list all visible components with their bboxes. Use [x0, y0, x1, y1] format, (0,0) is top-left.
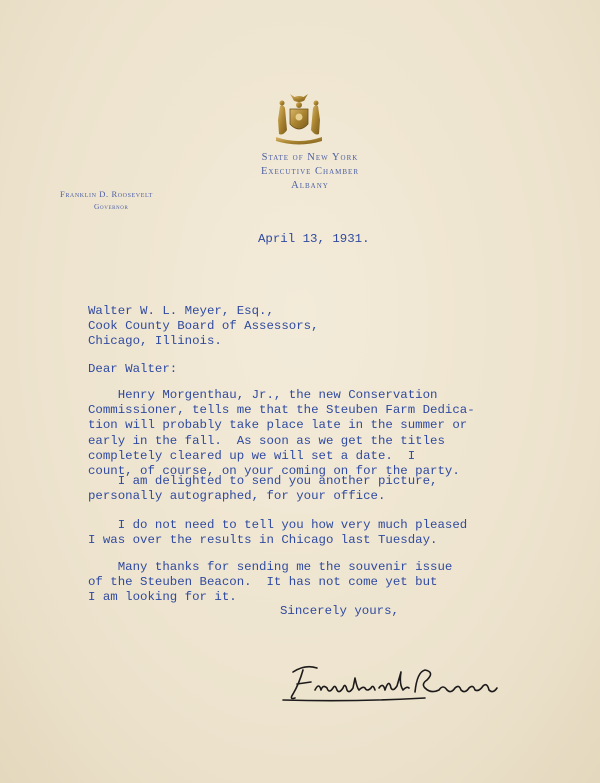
closing: Sincerely yours,: [280, 604, 399, 618]
sender-name: Franklin D. Roosevelt: [60, 189, 153, 199]
sender-title: Governor: [94, 202, 129, 211]
body-paragraph: I do not need to tell you how very much pleased I was over the results in Chicago last Tuesday.: [88, 518, 468, 548]
handwritten-signature: [275, 658, 525, 708]
letterhead-chamber: Executive Chamber: [261, 166, 359, 177]
body-paragraph: I am delighted to send you another picture, personally autographed, for your office.: [88, 474, 438, 504]
letterhead-state: State of New York: [261, 152, 359, 163]
body-paragraph: Many thanks for sending me the souvenir issue of the Steuben Beacon. It has not come yet but I am looking for it.: [88, 560, 453, 605]
recipient-address: [88, 304, 319, 350]
recipient-line: Cook County Board of Assessors,: [88, 319, 319, 334]
letter-date: April 13, 1931.: [258, 232, 370, 246]
salutation: Dear Walter:: [88, 362, 178, 376]
recipient-line: Walter W. L. Meyer, Esq.,: [88, 304, 274, 318]
letterhead-city: Albany: [291, 180, 329, 191]
body-paragraph: Henry Morgenthau, Jr., the new Conservation Commissioner, tells me that the Steuben Farm Dedica- tion will probably take place late in the summer or early in the fall. As soon as we get the titles completely cleared up we will set a date. I count, of course, on your coming on for the party.: [88, 388, 475, 479]
new-york-state-seal-icon: [268, 90, 330, 148]
recipient-line: Chicago, Illinois.: [88, 334, 222, 349]
